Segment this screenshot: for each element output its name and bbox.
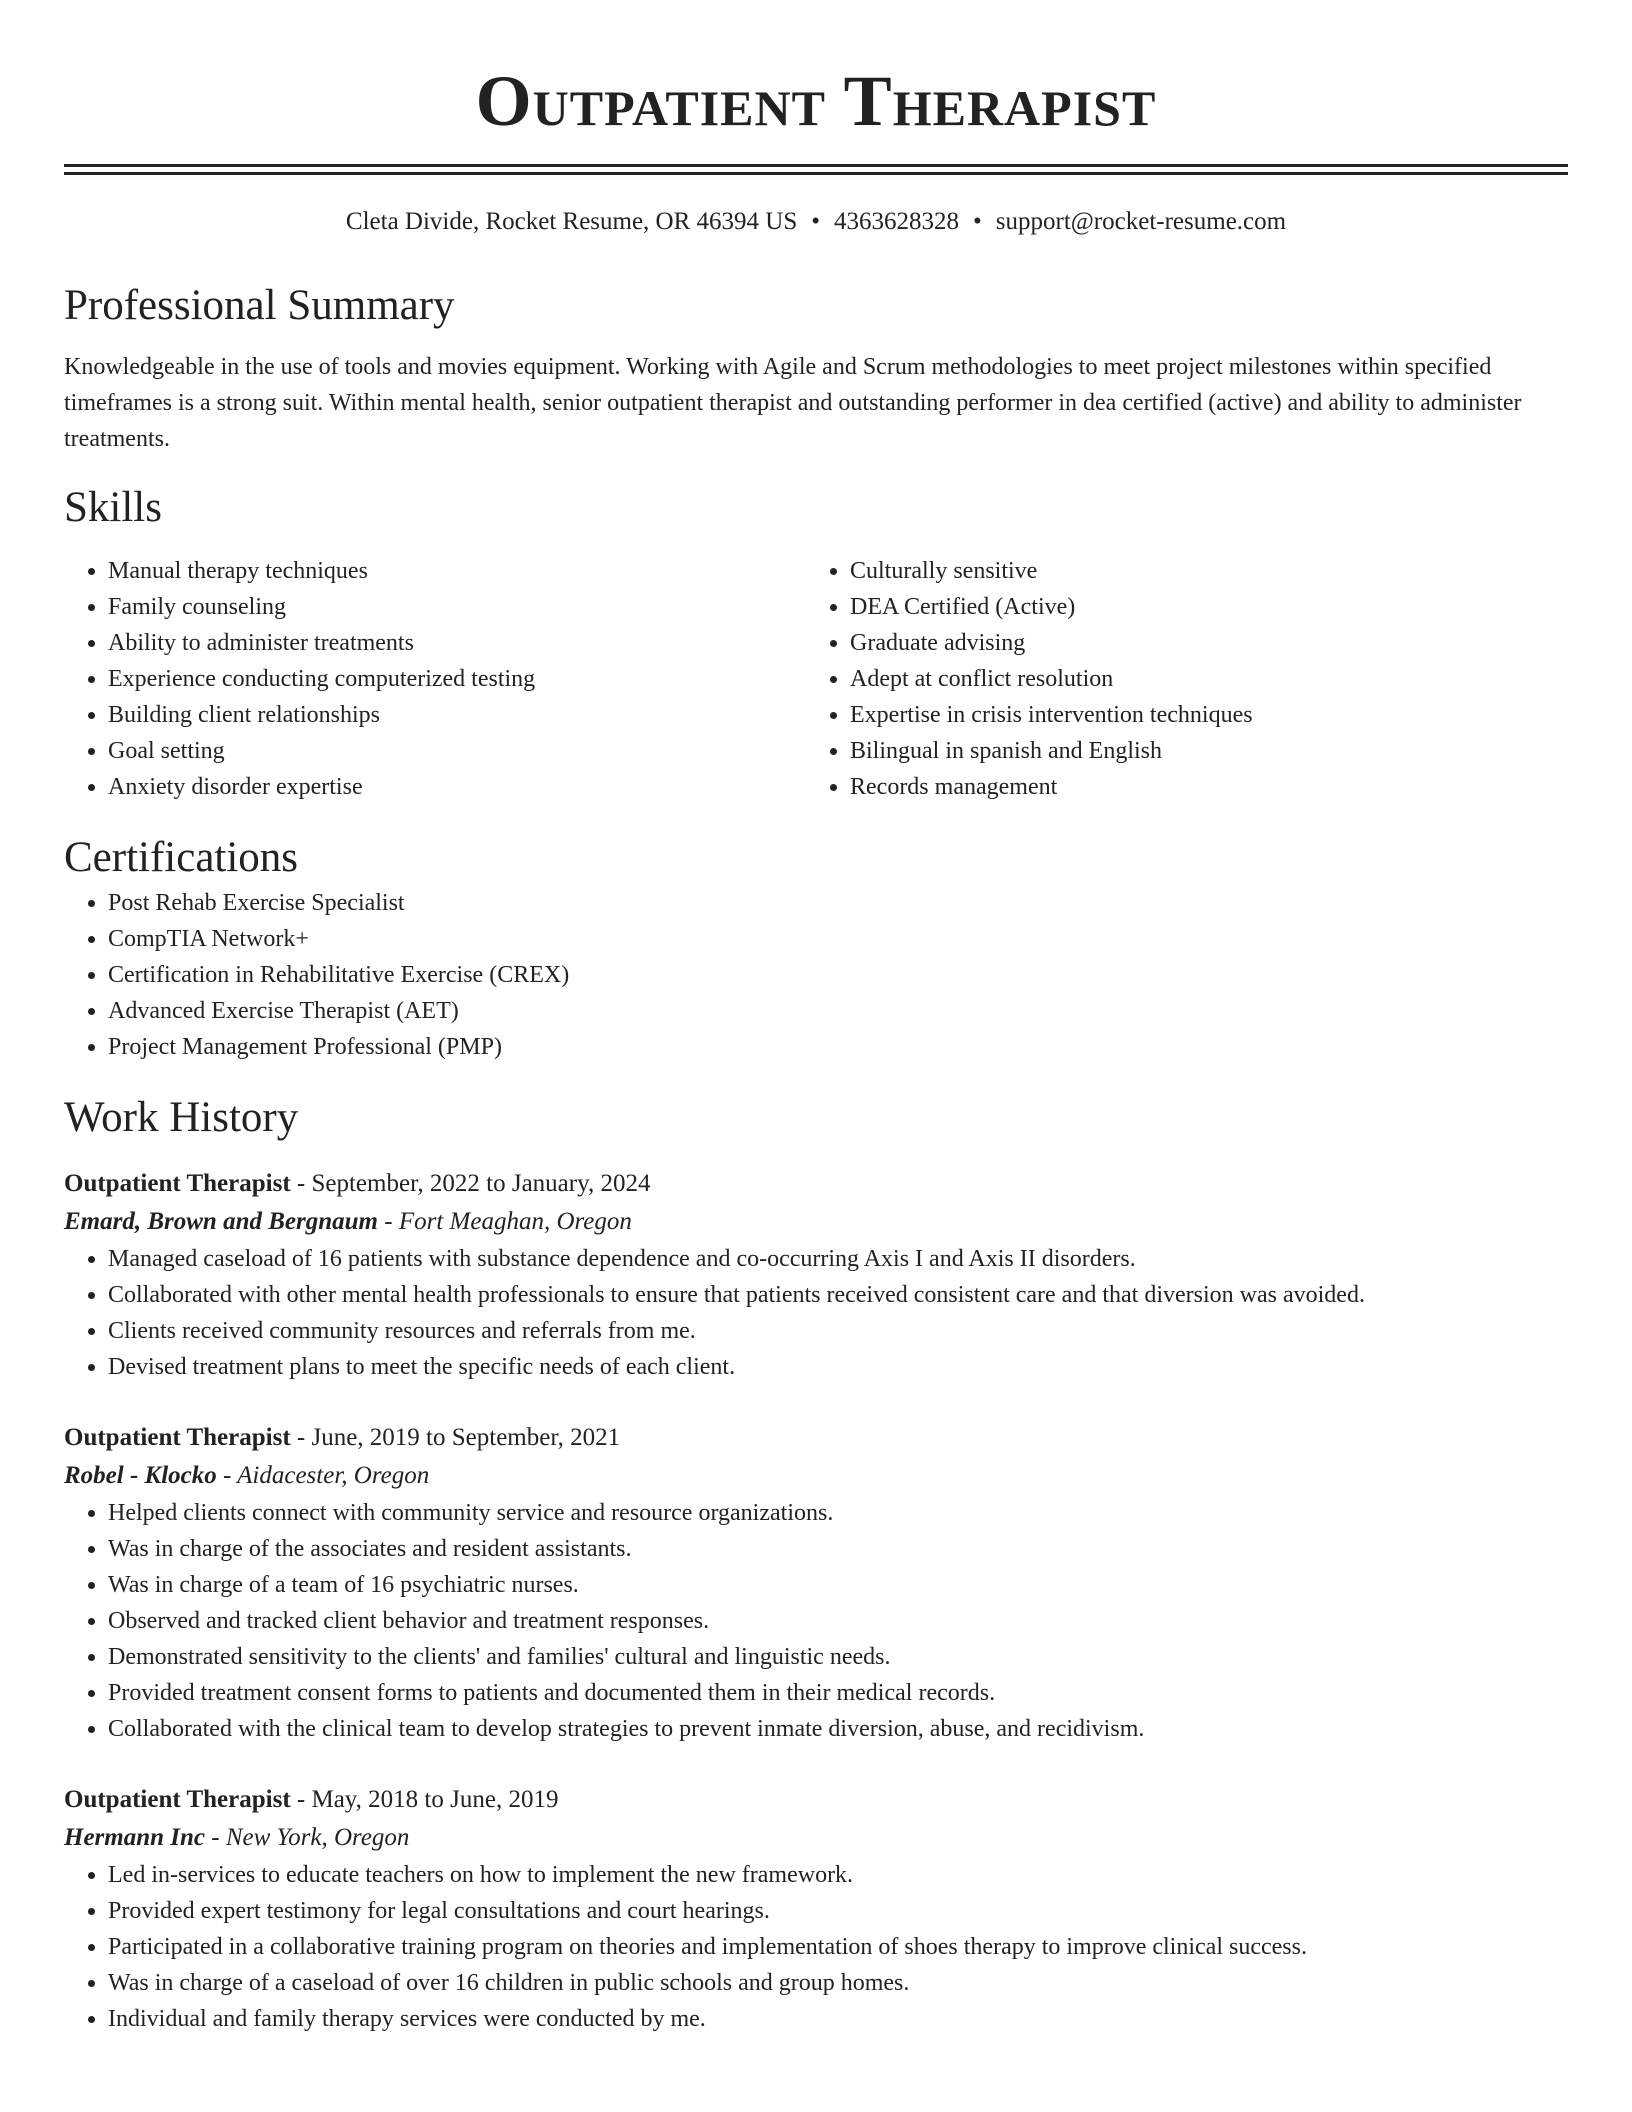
job-duty: • Demonstrated sensitivity to the clients' and families' cultural and linguistic needs. [108, 1639, 1568, 1675]
certification-item: • Post Rehab Exercise Specialist [108, 885, 1568, 921]
skills-list-left [64, 553, 806, 805]
job-duty: • Participated in a collaborative training program on theories and implementation of shoes therapy to improve clinical success. [108, 1929, 1568, 1965]
summary-heading: Professional Summary [64, 282, 455, 329]
page-title: Outpatient Therapist [475, 61, 1157, 141]
job-title: Outpatient Therapist [64, 1786, 291, 1813]
job-dates: May, 2018 to June, 2019 [311, 1786, 559, 1813]
skill-item: • Adept at conflict resolution [850, 661, 1548, 697]
job-entry [64, 1781, 1568, 2037]
contact-separator: • [811, 208, 821, 235]
skills-column-left [64, 553, 806, 805]
job-location: New York, Oregon [225, 1824, 410, 1851]
contact-phone: 4363628328 [834, 208, 960, 235]
work-history-heading: Work History [64, 1094, 299, 1141]
certification-item: • CompTIA Network+ [108, 921, 1568, 957]
skill-item: • Building client relationships [108, 697, 806, 733]
job-duty: • Devised treatment plans to meet the specific needs of each client. [108, 1349, 1568, 1385]
certification-item: • Advanced Exercise Therapist (AET) [108, 993, 1568, 1029]
contact-line [64, 205, 1568, 239]
skill-item: • Expertise in crisis intervention techniques [850, 697, 1548, 733]
job-dash: - [290, 1786, 312, 1813]
job-title-line [64, 1419, 1568, 1457]
job-duty: • Helped clients connect with community service and resource organizations. [108, 1495, 1568, 1531]
job-duty: • Was in charge of the associates and resident assistants. [108, 1531, 1568, 1567]
job-title-line [64, 1781, 1568, 1819]
skills-list-right [806, 553, 1548, 805]
job-dates: September, 2022 to January, 2024 [311, 1170, 651, 1197]
job-duty: • Managed caseload of 16 patients with substance dependence and co-occurring Axis I and Axis II disorders. [108, 1241, 1568, 1277]
job-company: Emard, Brown and Bergnaum [64, 1208, 378, 1235]
job-duty: • Was in charge of a caseload of over 16 children in public schools and group homes. [108, 1965, 1568, 2001]
job-duty: • Provided treatment consent forms to patients and documented them in their medical records. [108, 1675, 1568, 1711]
job-entry [64, 1419, 1568, 1747]
job-title: Outpatient Therapist [64, 1424, 291, 1451]
job-company: Hermann Inc [64, 1824, 206, 1851]
skills-column-right [806, 553, 1548, 805]
job-duty: • Provided expert testimony for legal consultations and court hearings. [108, 1893, 1568, 1929]
job-dash: - [290, 1424, 312, 1451]
skill-item: • Bilingual in spanish and English [850, 733, 1548, 769]
skill-item: • DEA Certified (Active) [850, 589, 1548, 625]
job-duties-list [64, 1495, 1568, 1747]
skill-item: • Goal setting [108, 733, 806, 769]
job-duty: • Collaborated with other mental health professionals to ensure that patients received consistent care and that diversion was avoided. [108, 1277, 1568, 1313]
job-duty: • Was in charge of a team of 16 psychiatric nurses. [108, 1567, 1568, 1603]
skill-item: • Records management [850, 769, 1548, 805]
job-duties-list [64, 1857, 1568, 2037]
job-duty: • Observed and tracked client behavior and treatment responses. [108, 1603, 1568, 1639]
skills-grid [64, 553, 1568, 805]
certification-item: • Project Management Professional (PMP) [108, 1029, 1568, 1065]
job-dates: June, 2019 to September, 2021 [311, 1424, 621, 1451]
contact-email: support@rocket-resume.com [995, 208, 1287, 235]
title-divider [64, 164, 1568, 175]
skill-item: • Culturally sensitive [850, 553, 1548, 589]
job-entry [64, 1165, 1568, 1385]
skill-item: • Graduate advising [850, 625, 1548, 661]
job-dash: - [216, 1462, 238, 1489]
summary-text: Knowledgeable in the use of tools and movies equipment. Working with Agile and Scrum methodologies to meet project milestones within specified timeframes is a strong suit. Within mental health, senior outpatient therapist and outstanding performer in dea certified (active) and ability to administer treatments. [64, 354, 1522, 452]
skill-item: • Family counseling [108, 589, 806, 625]
job-company-line [64, 1203, 1568, 1241]
skill-item: • Anxiety disorder expertise [108, 769, 806, 805]
skill-item: • Ability to administer treatments [108, 625, 806, 661]
certifications-list [64, 885, 1568, 1065]
skills-heading: Skills [64, 484, 162, 531]
job-location: Aidacester, Oregon [237, 1462, 430, 1489]
job-location: Fort Meaghan, Oregon [398, 1208, 632, 1235]
job-company-line [64, 1819, 1568, 1857]
job-duties-list [64, 1241, 1568, 1385]
job-dash: - [205, 1824, 226, 1851]
job-duty: • Clients received community resources and referrals from me. [108, 1313, 1568, 1349]
skill-item: • Experience conducting computerized testing [108, 661, 806, 697]
job-company: Robel - Klocko [64, 1462, 217, 1489]
job-dash: - [290, 1170, 312, 1197]
job-title: Outpatient Therapist [64, 1170, 291, 1197]
job-duty: • Individual and family therapy services were conducted by me. [108, 2001, 1568, 2037]
job-duty: • Collaborated with the clinical team to develop strategies to prevent inmate diversion, abuse, and recidivism. [108, 1711, 1568, 1747]
job-dash: - [378, 1208, 399, 1235]
contact-separator: • [973, 208, 982, 235]
job-title-line [64, 1165, 1568, 1203]
skill-item: • Manual therapy techniques [108, 553, 806, 589]
certification-item: • Certification in Rehabilitative Exercise (CREX) [108, 957, 1568, 993]
job-company-line [64, 1457, 1568, 1495]
certifications-heading: Certifications [64, 834, 299, 881]
job-duty: • Led in-services to educate teachers on how to implement the new framework. [108, 1857, 1568, 1893]
contact-address: Cleta Divide, Rocket Resume, OR 46394 US [345, 208, 798, 235]
